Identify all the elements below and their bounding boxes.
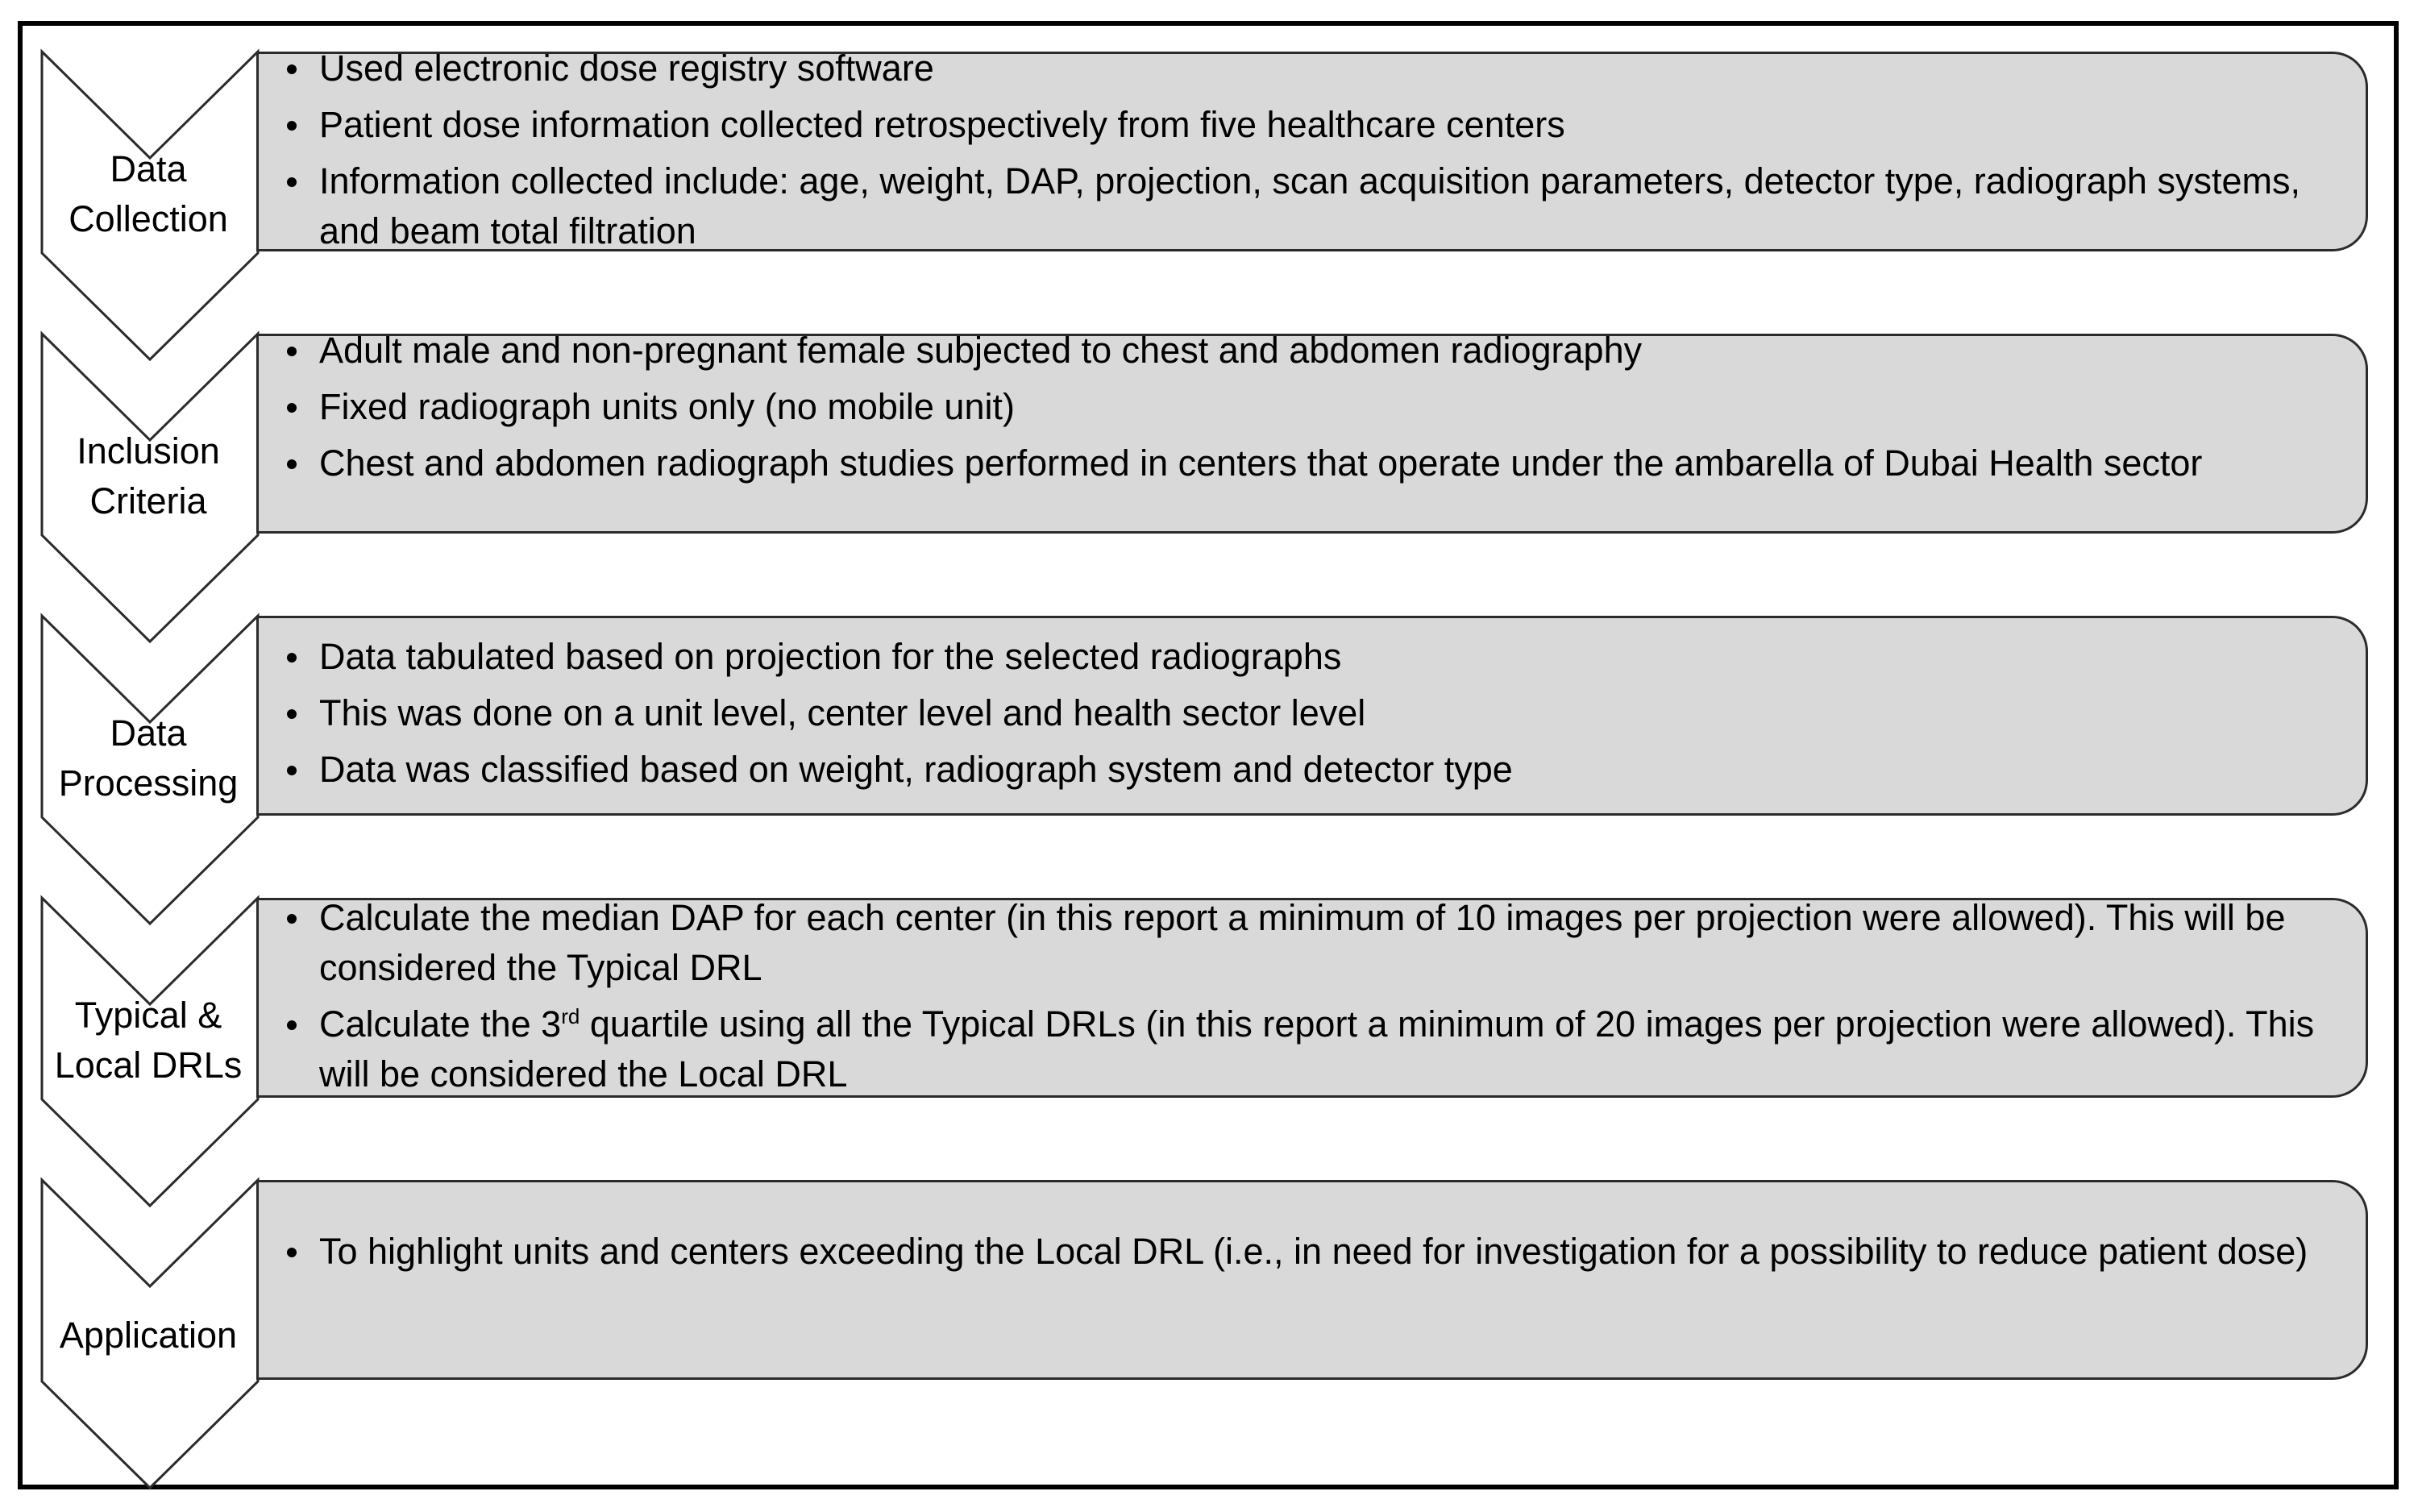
ordinal-suffix: rd [561,1004,580,1028]
stage-3-label: Data Processing [58,712,239,804]
stage-5-bullets [274,1227,2370,1283]
stage-3-bullets [274,632,2370,801]
bullet-item: This was done on a unit level, center level and health sector level [274,688,2370,738]
bullet-item: Chest and abdomen radiograph studies performed in centers that operate under the ambarella of Dubai Health sector [274,438,2370,488]
bullet-text-before: Calculate the 3 [319,1003,562,1045]
stage-4-label: Typical & Local DRLs [54,995,243,1086]
bullet-item: Used electronic dose registry software [274,44,2370,93]
bullet-item: Adult male and non-pregnant female subjected to chest and abdomen radiography [274,326,2370,376]
stage-4-bullets [274,893,2370,1106]
bullet-text-after: quartile using all the Typical DRLs (in this report a minimum of 20 images per projection were allowed). This will be considered the Local DRL [319,1003,2315,1095]
stage-5-label: Application [59,1315,238,1356]
bullet-item: Calculate the median DAP for each center (in this report a minimum of 10 images per projection were allowed). This will be considered the Typical DRL [274,893,2370,993]
bullet-item: Patient dose information collected retrospectively from five healthcare centers [274,100,2370,150]
bullet-item [274,999,2370,1099]
bullet-item: Fixed radiograph units only (no mobile unit) [274,382,2370,432]
stage-1-bullets [274,44,2370,263]
stage-1-label: Data Collection [69,148,228,239]
bullet-item: Data tabulated based on projection for the selected radiographs [274,632,2370,682]
stage-2-label: Inclusion Criteria [77,430,220,521]
bullet-item: Data was classified based on weight, radiograph system and detector type [274,745,2370,795]
bullet-item: To highlight units and centers exceeding the Local DRL (i.e., in need for investigation for a possibility to reduce patient dose) [274,1227,2370,1277]
bullet-item: Information collected include: age, weight, DAP, projection, scan acquisition parameters, detector type, radiograph systems, and beam total filtration [274,156,2370,256]
stage-2-bullets [274,326,2370,495]
